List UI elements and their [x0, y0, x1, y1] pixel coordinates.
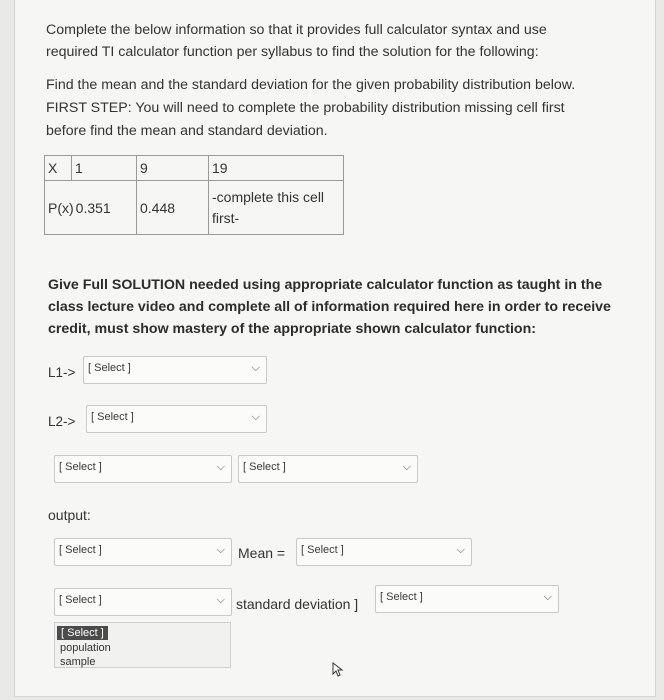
x-value-cell: 1 — [72, 156, 137, 181]
l2-label: L2-> — [48, 414, 76, 429]
l2-select[interactable] — [86, 405, 267, 433]
output-label: output: — [48, 507, 91, 523]
x-value-cell: 19 — [209, 156, 344, 181]
l1-label: L1-> — [48, 365, 76, 380]
syntax-select-2-value: [ Select ] — [243, 461, 286, 473]
chevron-down-icon: ⌵ — [216, 594, 225, 606]
chevron-down-icon: ⌵ — [216, 461, 225, 473]
output-select-1[interactable] — [54, 538, 232, 566]
dropdown-option-select[interactable]: [ Select ] — [57, 626, 108, 640]
intro-line-2: required TI calculator function per syllabus to find the solution for the following: — [46, 44, 539, 60]
std-dev-label: standard deviation ] — [236, 596, 359, 612]
instructions-line-2: class lecture video and complete all of information required here in order to receive — [48, 299, 611, 315]
mouse-cursor-icon — [332, 662, 346, 678]
dropdown-option-population[interactable]: population — [60, 642, 111, 654]
missing-cell — [209, 181, 344, 235]
instructions-line-1: Give Full SOLUTION needed using appropriate calculator function as taught in the — [48, 277, 603, 293]
chevron-down-icon: ⌵ — [251, 411, 260, 423]
mean-select-value: [ Select ] — [301, 544, 344, 556]
p-value-cell: 0.448 — [137, 181, 209, 235]
syntax-select-1-value: [ Select ] — [59, 461, 102, 473]
instructions-line-3: credit, must show mastery of the appropriate shown calculator function: — [48, 321, 536, 337]
chevron-down-icon: ⌵ — [456, 544, 465, 556]
l2-select-value: [ Select ] — [91, 411, 134, 423]
probability-distribution-table — [44, 155, 344, 235]
x-value-cell: 9 — [137, 156, 209, 181]
chevron-down-icon: ⌵ — [251, 362, 260, 374]
output-select-1-value: [ Select ] — [59, 544, 102, 556]
question-line-2: FIRST STEP: You will need to complete the probability distribution missing cell first — [46, 100, 565, 116]
output-select-2-value: [ Select ] — [59, 594, 102, 606]
question-line-3: before find the mean and standard deviation. — [46, 123, 328, 139]
p-row — [45, 181, 344, 235]
chevron-down-icon: ⌵ — [543, 591, 552, 603]
l1-select-value: [ Select ] — [88, 362, 131, 374]
p-label-cell — [45, 181, 137, 235]
x-row — [45, 156, 344, 181]
l1-select[interactable] — [83, 356, 267, 384]
std-dev-select-value: [ Select ] — [380, 591, 423, 603]
syntax-select-2[interactable] — [238, 455, 418, 483]
missing-cell-line-2: first- — [212, 209, 240, 226]
mean-label: Mean = — [238, 545, 286, 561]
x-label-cell: X — [45, 156, 72, 181]
p-label: P(x) — [48, 199, 74, 216]
dropdown-option-sample[interactable]: sample — [60, 656, 96, 668]
missing-cell-line-1: -complete this cell — [212, 188, 325, 205]
chevron-down-icon: ⌵ — [402, 461, 411, 473]
question-line-1: Find the mean and the standard deviation for the given probability distribution below. — [46, 77, 576, 93]
p-value: 0.351 — [75, 199, 111, 216]
std-dev-select[interactable] — [375, 585, 559, 613]
syntax-select-1[interactable] — [54, 455, 232, 483]
intro-line-1: Complete the below information so that it provides full calculator syntax and use — [46, 22, 547, 38]
mean-select[interactable] — [296, 538, 472, 566]
dropdown-list — [54, 622, 231, 668]
output-select-2[interactable] — [54, 588, 232, 616]
chevron-down-icon: ⌵ — [216, 544, 225, 556]
